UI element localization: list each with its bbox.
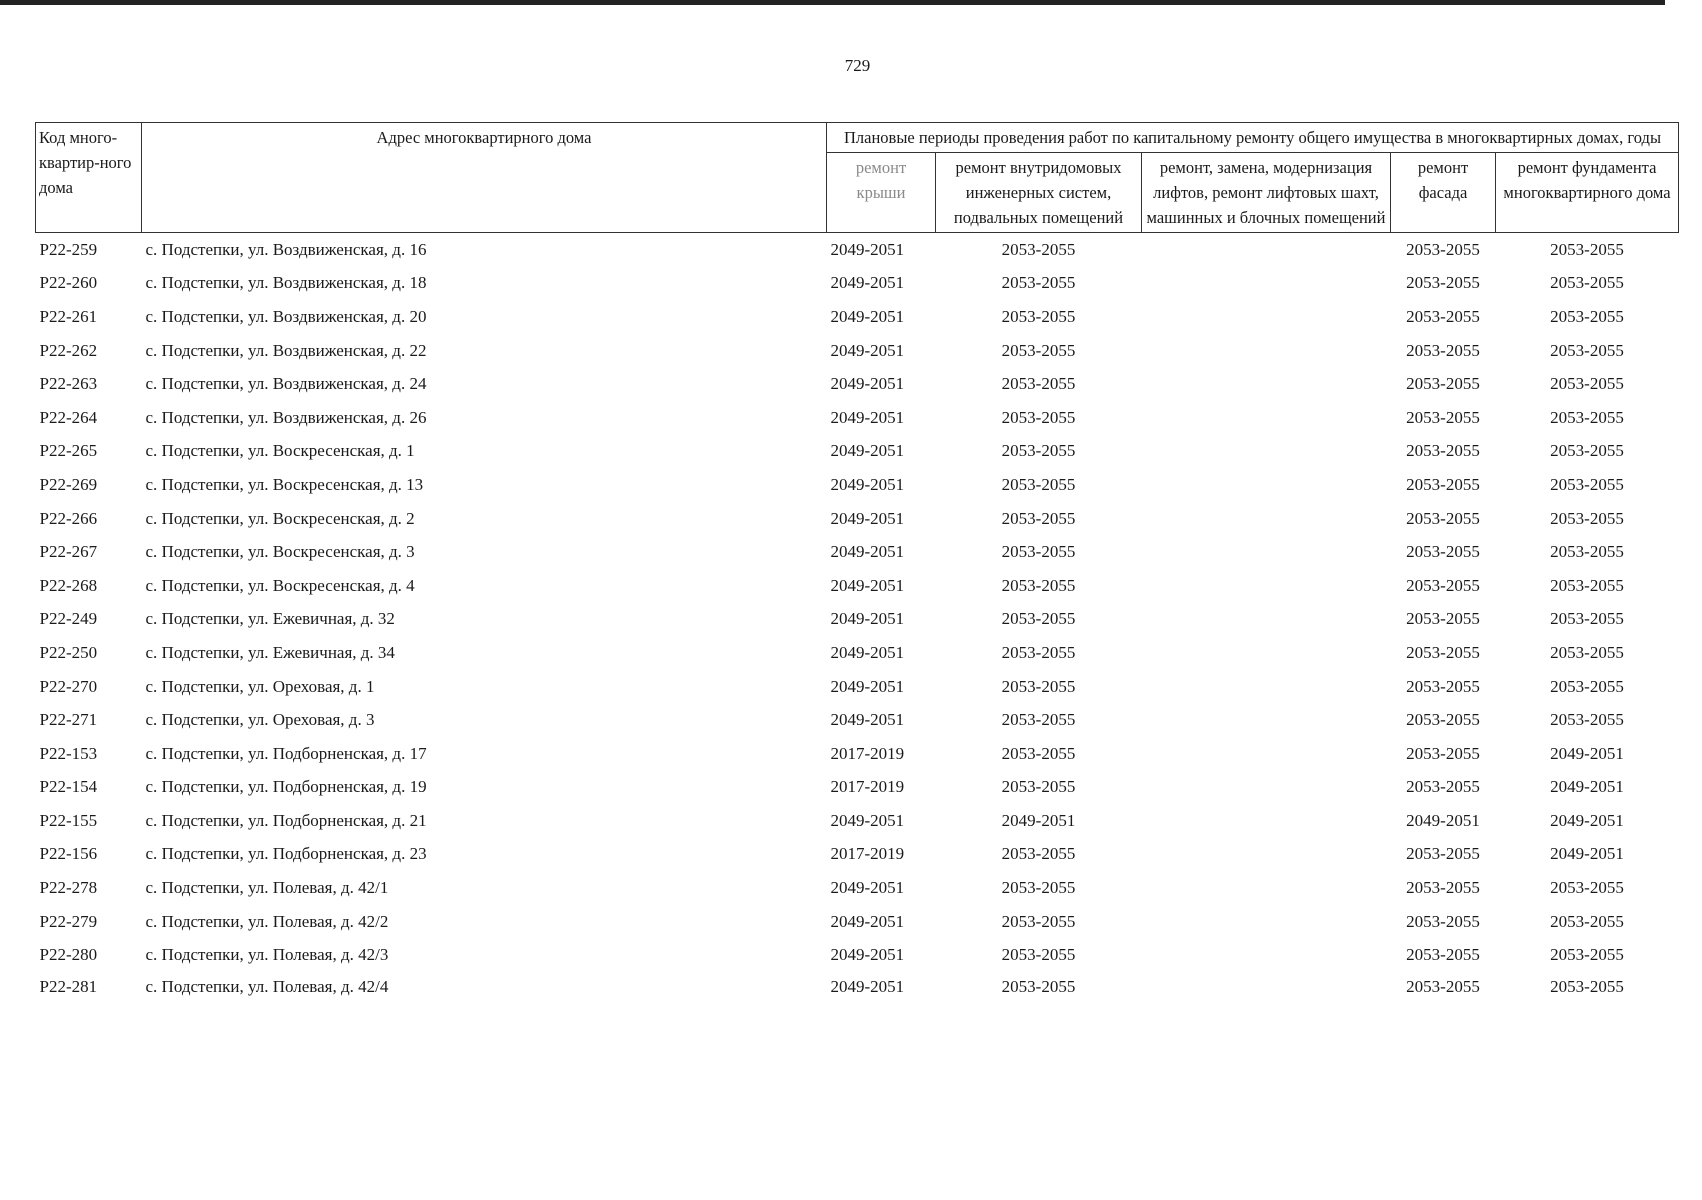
cell-roof: 2049-2051	[830, 407, 905, 427]
cell-address: с. Подстепки, ул. Ореховая, д. 3	[145, 710, 375, 730]
cell-address: с. Подстепки, ул. Воздвиженская, д. 16	[145, 239, 427, 259]
cell-engineering: 2053-2055	[1001, 945, 1076, 965]
table-row	[36, 972, 1679, 1002]
table-row	[36, 401, 1679, 435]
cell-foundation: 2053-2055	[1550, 710, 1624, 730]
cell-facade: 2053-2055	[1406, 844, 1480, 864]
cell-roof: 2049-2051	[830, 878, 905, 898]
cell-address: с. Подстепки, ул. Подборненская, д. 21	[145, 810, 427, 830]
cell-address: с. Подстепки, ул. Ежевичная, д. 34	[145, 642, 395, 662]
cell-facade: 2053-2055	[1406, 676, 1480, 696]
cell-roof: 2049-2051	[830, 710, 905, 730]
header-address: Адрес многоквартирного дома	[142, 123, 827, 233]
table-body	[36, 233, 1679, 1003]
cell-foundation: 2053-2055	[1550, 508, 1624, 528]
cell-engineering: 2053-2055	[1001, 306, 1076, 326]
cell-facade: 2053-2055	[1406, 642, 1480, 662]
table-row	[36, 703, 1679, 737]
cell-engineering: 2053-2055	[1001, 407, 1076, 427]
header-foundation: ремонт фундамента многоквартирного дома	[1496, 153, 1679, 233]
cell-foundation: 2053-2055	[1550, 575, 1624, 595]
cell-engineering: 2049-2051	[1001, 810, 1076, 830]
header-code: Код много-квартир-ного дома	[36, 123, 142, 233]
cell-elevator	[1142, 670, 1391, 704]
cell-engineering: 2053-2055	[1001, 340, 1076, 360]
table-row	[36, 838, 1679, 872]
cell-foundation: 2053-2055	[1550, 542, 1624, 562]
cell-elevator	[1142, 804, 1391, 838]
cell-address: с. Подстепки, ул. Воскресенская, д. 2	[145, 508, 415, 528]
table-row	[36, 905, 1679, 939]
cell-foundation: 2053-2055	[1550, 676, 1624, 696]
cell-elevator	[1142, 938, 1391, 972]
cell-elevator	[1142, 401, 1391, 435]
cell-code: Р22-264	[39, 407, 98, 427]
cell-code: Р22-155	[39, 810, 98, 830]
repair-schedule-table	[35, 122, 1679, 1002]
cell-foundation: 2053-2055	[1550, 441, 1624, 461]
cell-code: Р22-280	[39, 945, 98, 965]
cell-elevator	[1142, 972, 1391, 1002]
cell-engineering: 2053-2055	[1001, 743, 1076, 763]
cell-foundation: 2053-2055	[1550, 609, 1624, 629]
table-row	[36, 871, 1679, 905]
cell-engineering: 2053-2055	[1001, 710, 1076, 730]
cell-code: Р22-270	[39, 676, 98, 696]
cell-facade: 2053-2055	[1406, 710, 1480, 730]
cell-engineering: 2053-2055	[1001, 977, 1076, 997]
cell-elevator	[1142, 703, 1391, 737]
cell-engineering: 2053-2055	[1001, 441, 1076, 461]
header-planned-periods: Плановые периоды проведения работ по капитальному ремонту общего имущества в многоквартирных домах, годы	[827, 123, 1679, 153]
header-roof: ремонт крыши	[827, 153, 936, 233]
cell-foundation: 2053-2055	[1550, 407, 1624, 427]
cell-address: с. Подстепки, ул. Подборненская, д. 19	[145, 777, 427, 797]
cell-roof: 2049-2051	[830, 474, 905, 494]
page-number: 729	[844, 56, 871, 75]
cell-roof: 2049-2051	[830, 239, 905, 259]
cell-engineering: 2053-2055	[1001, 844, 1076, 864]
table-row	[36, 334, 1679, 368]
cell-facade: 2053-2055	[1406, 777, 1480, 797]
cell-facade: 2053-2055	[1406, 743, 1480, 763]
header-facade: ремонт фасада	[1391, 153, 1496, 233]
table-row	[36, 267, 1679, 301]
cell-engineering: 2053-2055	[1001, 239, 1076, 259]
cell-roof: 2049-2051	[830, 340, 905, 360]
cell-engineering: 2053-2055	[1001, 777, 1076, 797]
cell-foundation: 2049-2051	[1550, 844, 1624, 864]
cell-facade: 2049-2051	[1406, 810, 1480, 830]
cell-facade: 2053-2055	[1406, 878, 1480, 898]
cell-engineering: 2053-2055	[1001, 878, 1076, 898]
cell-address: с. Подстепки, ул. Воскресенская, д. 4	[145, 575, 415, 595]
cell-elevator	[1142, 233, 1391, 267]
cell-facade: 2053-2055	[1406, 911, 1480, 931]
cell-foundation: 2053-2055	[1550, 374, 1624, 394]
cell-facade: 2053-2055	[1406, 374, 1480, 394]
cell-engineering: 2053-2055	[1001, 273, 1076, 293]
cell-facade: 2053-2055	[1406, 508, 1480, 528]
cell-code: Р22-260	[39, 273, 98, 293]
cell-elevator	[1142, 300, 1391, 334]
cell-elevator	[1142, 771, 1391, 805]
cell-foundation: 2053-2055	[1550, 340, 1624, 360]
cell-facade: 2053-2055	[1406, 474, 1480, 494]
cell-foundation: 2049-2051	[1550, 777, 1624, 797]
cell-code: Р22-279	[39, 911, 98, 931]
cell-elevator	[1142, 267, 1391, 301]
cell-address: с. Подстепки, ул. Полевая, д. 42/1	[145, 878, 389, 898]
table-row	[36, 603, 1679, 637]
cell-facade: 2053-2055	[1406, 407, 1480, 427]
table-row	[36, 569, 1679, 603]
cell-elevator	[1142, 502, 1391, 536]
cell-roof: 2049-2051	[830, 609, 905, 629]
cell-code: Р22-278	[39, 878, 98, 898]
cell-facade: 2053-2055	[1406, 609, 1480, 629]
cell-code: Р22-261	[39, 306, 98, 326]
table-row	[36, 300, 1679, 334]
cell-roof: 2049-2051	[830, 810, 905, 830]
cell-code: Р22-154	[39, 777, 98, 797]
cell-facade: 2053-2055	[1406, 306, 1480, 326]
table-row	[36, 804, 1679, 838]
cell-foundation: 2049-2051	[1550, 743, 1624, 763]
cell-elevator	[1142, 871, 1391, 905]
cell-foundation: 2053-2055	[1550, 239, 1624, 259]
header-engineering: ремонт внутридомовых инженерных систем, подвальных помещений	[936, 153, 1142, 233]
cell-facade: 2053-2055	[1406, 542, 1480, 562]
table-row	[36, 636, 1679, 670]
table-row	[36, 535, 1679, 569]
cell-elevator	[1142, 435, 1391, 469]
header-row-top	[36, 123, 1679, 153]
cell-roof: 2049-2051	[830, 273, 905, 293]
table-row	[36, 771, 1679, 805]
table-row	[36, 367, 1679, 401]
cell-elevator	[1142, 468, 1391, 502]
cell-engineering: 2053-2055	[1001, 474, 1076, 494]
cell-roof: 2049-2051	[830, 642, 905, 662]
cell-elevator	[1142, 569, 1391, 603]
cell-foundation: 2053-2055	[1550, 642, 1624, 662]
cell-elevator	[1142, 737, 1391, 771]
cell-engineering: 2053-2055	[1001, 508, 1076, 528]
cell-foundation: 2053-2055	[1550, 911, 1624, 931]
cell-address: с. Подстепки, ул. Воскресенская, д. 1	[145, 441, 415, 461]
cell-foundation: 2053-2055	[1550, 945, 1624, 965]
cell-address: с. Подстепки, ул. Подборненская, д. 17	[145, 743, 427, 763]
cell-engineering: 2053-2055	[1001, 609, 1076, 629]
cell-roof: 2049-2051	[830, 945, 905, 965]
cell-address: с. Подстепки, ул. Ореховая, д. 1	[145, 676, 375, 696]
table-header	[36, 123, 1679, 233]
cell-address: с. Подстепки, ул. Ежевичная, д. 32	[145, 609, 395, 629]
top-rule	[0, 0, 1665, 5]
cell-address: с. Подстепки, ул. Подборненская, д. 23	[145, 844, 427, 864]
cell-roof: 2049-2051	[830, 977, 905, 997]
cell-elevator	[1142, 603, 1391, 637]
cell-elevator	[1142, 334, 1391, 368]
cell-engineering: 2053-2055	[1001, 642, 1076, 662]
cell-code: Р22-265	[39, 441, 98, 461]
cell-code: Р22-262	[39, 340, 98, 360]
cell-elevator	[1142, 905, 1391, 939]
cell-elevator	[1142, 535, 1391, 569]
cell-engineering: 2053-2055	[1001, 911, 1076, 931]
cell-engineering: 2053-2055	[1001, 374, 1076, 394]
cell-code: Р22-250	[39, 642, 98, 662]
cell-facade: 2053-2055	[1406, 945, 1480, 965]
cell-foundation: 2049-2051	[1550, 810, 1624, 830]
cell-elevator	[1142, 636, 1391, 670]
cell-code: Р22-281	[39, 977, 98, 997]
cell-address: с. Подстепки, ул. Полевая, д. 42/2	[145, 911, 389, 931]
cell-foundation: 2053-2055	[1550, 474, 1624, 494]
table-row	[36, 468, 1679, 502]
cell-code: Р22-156	[39, 844, 98, 864]
cell-facade: 2053-2055	[1406, 977, 1480, 997]
cell-facade: 2053-2055	[1406, 441, 1480, 461]
cell-code: Р22-153	[39, 743, 98, 763]
cell-foundation: 2053-2055	[1550, 977, 1624, 997]
cell-code: Р22-249	[39, 609, 98, 629]
cell-code: Р22-259	[39, 239, 98, 259]
cell-address: с. Подстепки, ул. Воздвиженская, д. 26	[145, 407, 427, 427]
cell-facade: 2053-2055	[1406, 575, 1480, 595]
cell-facade: 2053-2055	[1406, 340, 1480, 360]
cell-address: с. Подстепки, ул. Полевая, д. 42/4	[145, 977, 389, 997]
cell-roof: 2049-2051	[830, 676, 905, 696]
cell-code: Р22-263	[39, 374, 98, 394]
cell-elevator	[1142, 367, 1391, 401]
cell-roof: 2049-2051	[830, 575, 905, 595]
cell-roof: 2049-2051	[830, 306, 905, 326]
cell-foundation: 2053-2055	[1550, 878, 1624, 898]
table-row	[36, 670, 1679, 704]
cell-roof: 2017-2019	[830, 777, 905, 797]
cell-elevator	[1142, 838, 1391, 872]
cell-address: с. Подстепки, ул. Воскресенская, д. 3	[145, 542, 415, 562]
cell-code: Р22-269	[39, 474, 98, 494]
cell-code: Р22-271	[39, 710, 98, 730]
cell-foundation: 2053-2055	[1550, 306, 1624, 326]
cell-foundation: 2053-2055	[1550, 273, 1624, 293]
cell-roof: 2049-2051	[830, 911, 905, 931]
table-row	[36, 938, 1679, 972]
cell-facade: 2053-2055	[1406, 239, 1480, 259]
cell-roof: 2017-2019	[830, 844, 905, 864]
cell-address: с. Подстепки, ул. Воздвиженская, д. 18	[145, 273, 427, 293]
header-elevator: ремонт, замена, модернизация лифтов, ремонт лифтовых шахт, машинных и блочных помещений	[1142, 153, 1391, 233]
cell-facade: 2053-2055	[1406, 273, 1480, 293]
cell-code: Р22-268	[39, 575, 98, 595]
cell-address: с. Подстепки, ул. Полевая, д. 42/3	[145, 945, 389, 965]
cell-address: с. Подстепки, ул. Воздвиженская, д. 24	[145, 374, 427, 394]
table-row	[36, 435, 1679, 469]
table-row	[36, 737, 1679, 771]
cell-code: Р22-267	[39, 542, 98, 562]
cell-engineering: 2053-2055	[1001, 676, 1076, 696]
cell-roof: 2017-2019	[830, 743, 905, 763]
cell-roof: 2049-2051	[830, 441, 905, 461]
cell-engineering: 2053-2055	[1001, 542, 1076, 562]
cell-engineering: 2053-2055	[1001, 575, 1076, 595]
cell-code: Р22-266	[39, 508, 98, 528]
cell-roof: 2049-2051	[830, 374, 905, 394]
table-row	[36, 233, 1679, 267]
cell-address: с. Подстепки, ул. Воскресенская, д. 13	[145, 474, 424, 494]
table-row	[36, 502, 1679, 536]
cell-address: с. Подстепки, ул. Воздвиженская, д. 22	[145, 340, 427, 360]
cell-roof: 2049-2051	[830, 508, 905, 528]
cell-address: с. Подстепки, ул. Воздвиженская, д. 20	[145, 306, 427, 326]
cell-roof: 2049-2051	[830, 542, 905, 562]
